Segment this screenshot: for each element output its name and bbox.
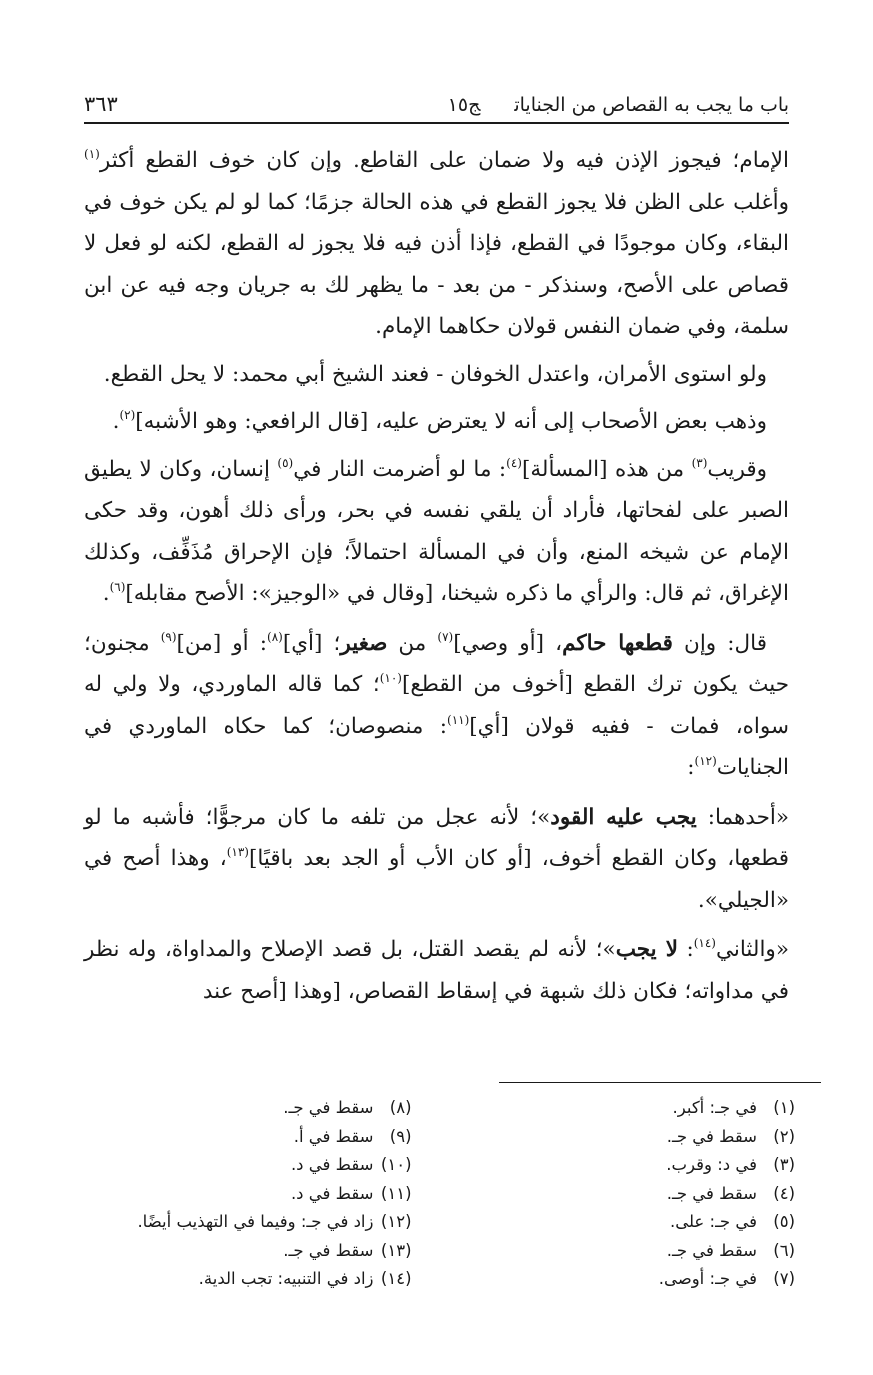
footnotes-right-column bbox=[474, 1094, 796, 1294]
footnote-ref: (٥) bbox=[277, 455, 294, 470]
footnote-ref: (١٢) bbox=[694, 754, 717, 768]
paragraph-1: الإمام؛ فيجوز الإذن فيه ولا ضمان على القاطع. وإن كان خوف القطع أكثر$^{(١)}$ وأغلب على الظن فلا يجوز القطع في هذه الحالة جزمًا؛ كما لو لم يكن خوف في البقاء، وكان موجودًا في القطع، فإذا أذن فيه فلا يجوز له القطع، لكنه لو فعل لا قصاص على الأصح، وسنذكر - من بعد - ما يظهر لك به جريان وجه فيه عن ابن سلمة، وفي ضمان النفس قولان حكاهما الإمام. bbox=[84, 147, 789, 339]
footnote-separator bbox=[499, 1082, 821, 1083]
footnote: (١٣)سقط في جـ. bbox=[283, 1240, 412, 1260]
footnote-ref: (١٠) bbox=[379, 671, 402, 685]
footnotes bbox=[90, 1094, 795, 1294]
footnote: (٥)في جـ: على. bbox=[669, 1212, 795, 1231]
footnote: (٦)سقط في جـ. bbox=[666, 1240, 795, 1260]
matn-text: صغير bbox=[340, 630, 388, 656]
paragraph-3: وذهب بعض الأصحاب إلى أنه لا يعترض عليه، [قال الرافعي: وهو الأشبه]$^{(٢)}$. bbox=[112, 408, 767, 434]
footnotes-left-column bbox=[90, 1094, 474, 1294]
footnote-ref: (٨) bbox=[267, 629, 283, 644]
footnote: (٢)سقط في جـ. bbox=[666, 1126, 795, 1146]
main-text bbox=[84, 140, 789, 1018]
footnote-ref: (٩) bbox=[160, 629, 177, 644]
paragraph-2: ولو استوى الأمران، واعتدل الخوفان - فعند الشيخ أبي محمد: لا يحل القطع. bbox=[103, 361, 767, 387]
footnote-ref: (٦) bbox=[109, 580, 126, 594]
footnote-ref: (١١) bbox=[447, 712, 470, 727]
paragraph-5: قال: وإن قطعها حاكم، [أو وصي]$^{(٧)}$ من صغير؛ [أي]$^{(٨)}$: أو [من]$^{(٩)}$ مجنون؛ حيث يكون ترك القطع [أخوف من القطع]$^{(١٠)}$؛ كما قاله الماوردي، ولا ولي له سواه، فمات - ففيه قولان [أي]$^{(١١)}$: منصوصان؛ كما حكاه الماوردي في الجنايات$^{(١٢)}$: bbox=[84, 629, 789, 780]
footnote: (٨)سقط في جـ. bbox=[283, 1098, 412, 1117]
volume-number: ج١٥ bbox=[447, 94, 481, 116]
paragraph-4: وقريب$^{(٣)}$ من هذه [المسألة]$^{(٤)}$: ما لو أضرمت النار في$^{(٥)}$ إنسان، وكان لا يطيق الصبر على لفحاتها، فأراد أن يلقي نفسه في بحر، ورأى ذلك أهون، وقد حكى الإمام عن شيخه المنع، وأن في المسألة احتمالاً؛ فإن الإحراق مُذَفِّف، وكذلك الإغراق، ثم قال: والرأي ما ذكره شيخنا، [وقال في «الوجيز»: الأصح مقابله]$^{(٦)}$. bbox=[84, 455, 789, 606]
chapter-title: باب ما يجب به القصاص من الجنايات bbox=[514, 94, 789, 116]
footnote: (١٠)سقط في د. bbox=[290, 1155, 412, 1174]
footnote: (٩)سقط في أ. bbox=[293, 1126, 412, 1146]
footnote-ref: (٣) bbox=[691, 455, 708, 470]
footnote-ref: (٢) bbox=[119, 408, 136, 422]
page-header bbox=[84, 80, 789, 124]
footnote: (٣)في د: وقرب. bbox=[666, 1155, 795, 1174]
footnote: (١١)سقط في د. bbox=[290, 1183, 412, 1203]
matn-text: قطعها حاكم bbox=[562, 630, 673, 656]
footnote: (١٤)زاد في التنبيه: تجب الدية. bbox=[198, 1269, 412, 1288]
footnote-ref: (١) bbox=[84, 147, 100, 161]
footnote-ref: (١٤) bbox=[693, 936, 716, 950]
paragraph-6: «أحدهما: يجب عليه القود»؛ لأنه عجل من تلفه ما كان مرجوًّا؛ فأشبه ما لو قطعها، وكان القطع أخوف، [أو كان الأب أو الجد بعد باقيًا]$^{(١٣)}$، وهذا أصح في «الجيلي». bbox=[84, 804, 789, 913]
footnote: (١٢)زاد في جـ: وفيما في التهذيب أيضًا. bbox=[137, 1212, 412, 1231]
running-title bbox=[448, 94, 789, 116]
matn-text: يجب عليه القود bbox=[550, 804, 697, 830]
paragraph-7: «والثاني$^{(١٤)}$: لا يجب»؛ لأنه لم يقصد القتل، بل قصد الإصلاح والمداواة، وله نظر في مداواته؛ فكان ذلك شبهة في إسقاط القصاص، [وهذا [أصح عند bbox=[84, 936, 789, 1004]
footnote: (١)في جـ: أكبر. bbox=[672, 1098, 795, 1117]
matn-text: لا يجب bbox=[615, 937, 679, 962]
footnote-ref: (٤) bbox=[506, 455, 522, 470]
footnote: (٧)في جـ: أوصى. bbox=[658, 1269, 795, 1288]
footnote: (٤)سقط في جـ. bbox=[666, 1183, 795, 1203]
footnote-ref: (٧) bbox=[437, 629, 454, 644]
page-number: ٣٦٣ bbox=[84, 92, 118, 116]
footnote-ref: (١٣) bbox=[226, 845, 249, 859]
